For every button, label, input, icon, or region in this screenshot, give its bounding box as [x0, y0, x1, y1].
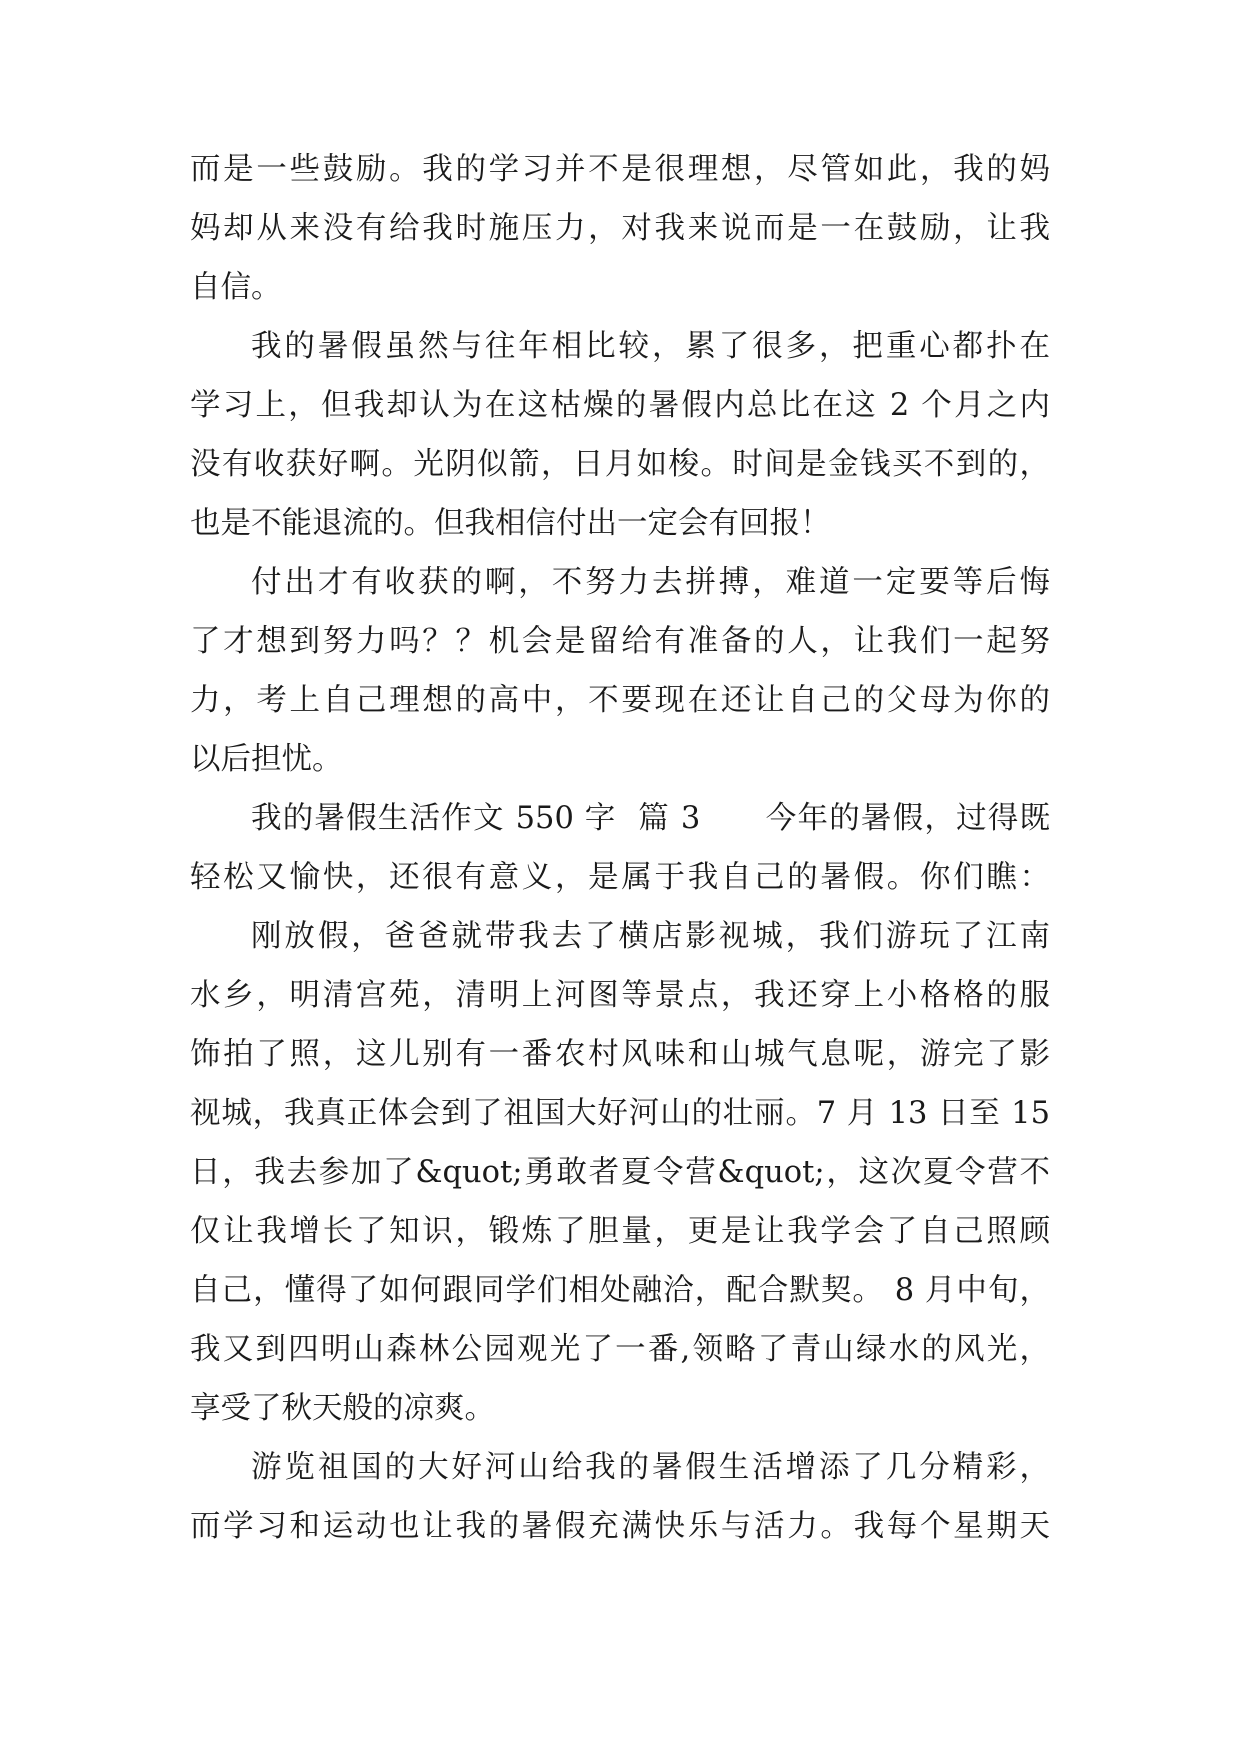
- text-line: 自信。: [190, 270, 282, 305]
- text-line: 我又到四明山森林公园观光了一番,领略了青山绿水的风光，: [190, 1332, 1050, 1367]
- text-line: 以后担忧。: [190, 742, 343, 777]
- text-line: 力，考上自己理想的高中，不要现在还让自己的父母为你的: [190, 683, 1050, 718]
- paragraph-4: [190, 789, 1050, 907]
- text-line: 没有收获好啊。光阴似箭，日月如梭。时间是金钱买不到的，: [190, 447, 1050, 482]
- text-line: 饰拍了照，这儿别有一番农村风味和山城气息呢，游完了影: [190, 1037, 1050, 1072]
- text-line: 自己，懂得了如何跟同学们相处融洽，配合默契。 8 月中旬，: [190, 1273, 1050, 1308]
- text-line: 学习上，但我却认为在这枯燥的暑假内总比在这 2 个月之内: [190, 388, 1050, 423]
- text-line: 仅让我增长了知识，锻炼了胆量，更是让我学会了自己照顾: [190, 1214, 1050, 1249]
- paragraph-3: [190, 553, 1050, 789]
- text-line: 我的暑假虽然与往年相比较，累了很多，把重心都扑在: [251, 329, 1050, 364]
- paragraph-1: [190, 140, 1050, 317]
- text-line: 轻松又愉快，还很有意义，是属于我自己的暑假。你们瞧：: [190, 860, 1050, 895]
- text-line: 而是一些鼓励。我的学习并不是很理想，尽管如此，我的妈: [190, 152, 1050, 187]
- document-page: [190, 140, 1050, 1556]
- text-line: 也是不能退流的。但我相信付出一定会有回报！: [190, 506, 831, 541]
- text-line: 游览祖国的大好河山给我的暑假生活增添了几分精彩，: [251, 1450, 1050, 1485]
- text-line: 刚放假，爸爸就带我去了横店影视城，我们游玩了江南: [251, 919, 1050, 954]
- section-heading-line: 我的暑假生活作文 550 字 篇 3 今年的暑假，过得既: [251, 801, 1050, 836]
- text-line: 妈却从来没有给我时施压力，对我来说而是一在鼓励，让我: [190, 211, 1050, 246]
- text-line: 享受了秋天般的凉爽。: [190, 1391, 495, 1426]
- text-line: 水乡，明清宫苑，清明上河图等景点，我还穿上小格格的服: [190, 978, 1050, 1013]
- paragraph-2: [190, 317, 1050, 553]
- text-line: 而学习和运动也让我的暑假充满快乐与活力。我每个星期天: [190, 1509, 1050, 1544]
- paragraph-6: [190, 1438, 1050, 1556]
- text-line: 日，我去参加了&quot;勇敢者夏令营&quot;，这次夏令营不: [190, 1155, 1050, 1190]
- text-line: 了才想到努力吗？？机会是留给有准备的人，让我们一起努: [190, 624, 1050, 659]
- paragraph-5: [190, 907, 1050, 1438]
- text-line: 付出才有收获的啊，不努力去拼搏，难道一定要等后悔: [251, 565, 1050, 600]
- text-line: 视城，我真正体会到了祖国大好河山的壮丽。7 月 13 日至 15: [190, 1096, 1050, 1131]
